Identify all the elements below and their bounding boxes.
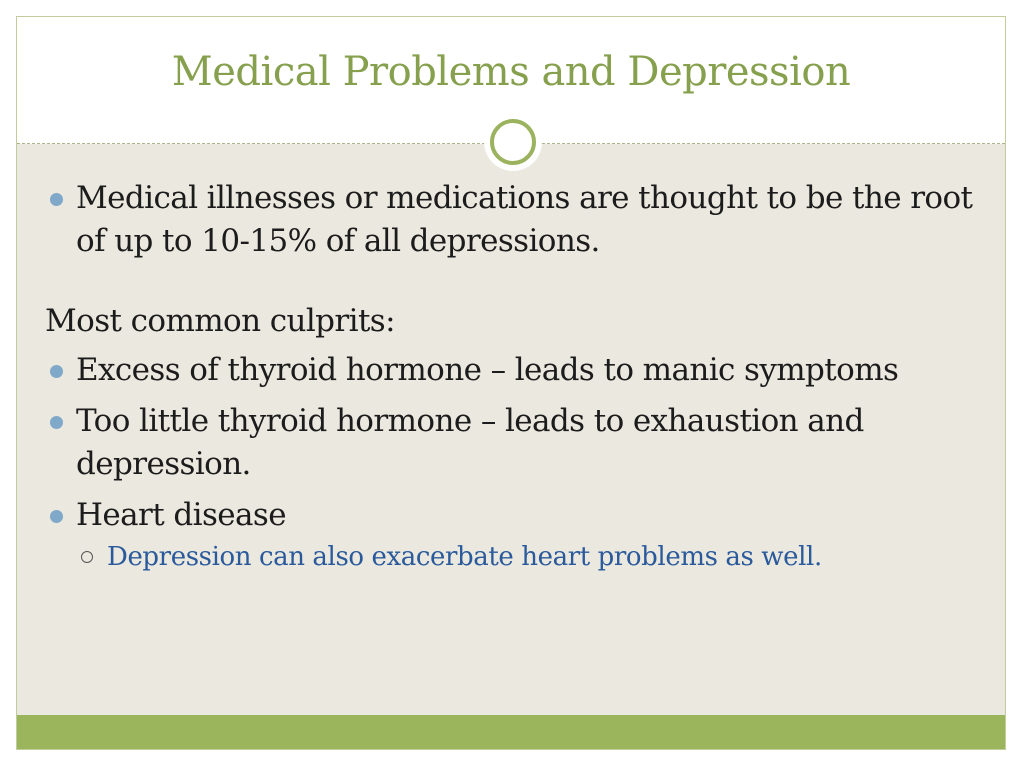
sub-bullet-item-heart: [45, 537, 995, 577]
ring-icon: [490, 119, 536, 165]
bullet-item-illnesses: [45, 177, 995, 263]
slide-title: Medical Problems and Depression: [171, 49, 851, 95]
sub-bullet-text: Depression can also exacerbate heart problems as well.: [107, 542, 822, 572]
bullet-dot-icon: [50, 365, 63, 378]
bullet-text: Excess of thyroid hormone – leads to manic symptoms: [76, 352, 899, 388]
title-ornament-ring-icon: [484, 113, 542, 171]
bullet-item-little-thyroid: [45, 400, 995, 486]
slide: [16, 16, 1006, 750]
footer-accent-bar: [17, 715, 1005, 749]
bullet-dot-icon: [50, 510, 63, 523]
hollow-circle-bullet-icon: [81, 551, 93, 563]
bullet-text: Heart disease: [76, 497, 286, 533]
bullet-text: Medical illnesses or medications are thought to be the root of up to 10-15% of all depressions.: [76, 180, 973, 259]
bullet-item-excess-thyroid: [45, 349, 995, 392]
bullet-item-heart-disease: [45, 494, 995, 537]
bullet-text: Too little thyroid hormone – leads to exhaustion and depression.: [76, 403, 864, 482]
bullet-dot-icon: [50, 193, 63, 206]
culprits-heading: Most common culprits:: [45, 303, 395, 339]
bullet-dot-icon: [50, 416, 63, 429]
slide-content: [45, 177, 995, 577]
